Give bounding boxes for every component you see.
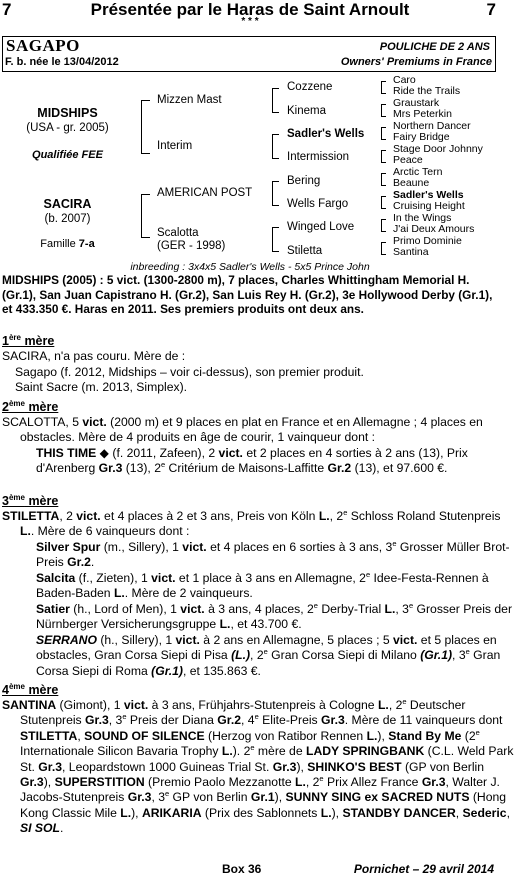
g3-intermission: Intermission: [287, 151, 349, 163]
second-dam-produce: THIS TIME ◆ (f. 2011, Zafeen), 2 vict. et 2 places en 4 sorties à 2 ans (13), Prix d'Arenberg Gr.3 (13), 2e Critérium de Maisons-Laffitte Gr.2 (13), et 97.600 €.: [36, 446, 468, 476]
page-title: Présentée par le Haras de Saint Arnoult: [90, 0, 410, 19]
second-dam-text: SCALOTTA, 5 vict. (2000 m) et 9 places en plat en France et en Allemagne ; 4 places en obstacles. Mère de 4 produits en âge de courir, 1 vainqueur dont :: [2, 415, 483, 445]
section-fourth-dam: 4ème mère: [2, 681, 59, 697]
box-number: Box 36: [222, 862, 262, 876]
dam-sire: AMERICAN POST: [157, 187, 253, 199]
g4-12: Cruising Height: [393, 200, 465, 212]
g4-7: Stage Door Johnny: [393, 143, 483, 155]
bracket-g3-6: [381, 196, 386, 209]
inbreeding-note: inbreeding : 3x4x5 Sadler's Wells - 5x5 Prince John: [130, 261, 370, 273]
dam-name: SACIRA: [43, 197, 92, 211]
fourth-dam-text: SANTINA (Gimont), 1 vict. à 3 ans, Frühjahrs-Stutenpreis à Cologne L., 2e Deutscher Stutenpreis Gr.3, 3e Preis der Diana Gr.2, 4e Elite-Preis Gr.3. Mère de 11 vainqueurs dont STILETTA, SOUND OF SILENCE (Herzog von Ratibor Rennen L.), Stand By Me (2e Internationale Silicon Bavaria Trophy L.). 2e mère de LADY SPRINGBANK (C.L. Weld Park St. Gr.3, Leopardstown 1000 Guineas Trial St. Gr.3), SHINKO'S BEST (GP von Berlin Gr.3), SUPERSTITION (Premio Paolo Mezzanotte L., 2e Prix Allez France Gr.3, Walter J. Jacobs-Stutenpreis Gr.3, 3e GP von Berlin Gr.1), SUNNY SING ex SACRED NUTS (Hong Kong Classic Mile L.), ARIKARIA (Prix des Sablonnets L.), STANDBY DANCER, Sederic, SI SOL.: [2, 696, 514, 836]
g4-1: Caro: [393, 74, 416, 86]
first-dam-line1: SACIRA, n'a pas couru. Mère de :: [2, 349, 186, 363]
bracket-sire: [141, 100, 150, 154]
dam-origin: (b. 2007): [44, 213, 91, 225]
g3-stiletta: Stiletta: [287, 245, 323, 257]
bracket-g2-1: [272, 88, 279, 113]
g4-4: Mrs Peterkin: [393, 108, 452, 120]
separator-stars: * * *: [241, 16, 259, 27]
g4-13: In the Wings: [393, 212, 452, 224]
bracket-g3-2: [381, 104, 386, 117]
lot-number-left: 7: [2, 0, 12, 19]
bracket-g2-4: [272, 227, 279, 252]
bracket-g3-1: [381, 81, 386, 94]
birth-info: F. b. née le 13/04/2012: [5, 56, 119, 68]
section-second-dam: 2ème mère: [2, 398, 59, 414]
g4-9: Arctic Tern: [393, 166, 443, 178]
g4-16: Santina: [393, 246, 429, 258]
premium-category: Owners' Premiums in France: [340, 56, 492, 68]
sire-sire: Mizzen Mast: [157, 94, 222, 106]
third-dam-text: STILETTA, 2 vict. et 4 places à 2 et 3 ans, Preis von Köln L., 2e Schloss Roland Stutenpreis L.. Mère de 6 vainqueurs dont :: [2, 507, 501, 539]
bracket-g3-8: [381, 242, 386, 255]
first-dam-produce-1: Sagapo (f. 2012, Midships – voir ci-dessus), son premier produit.: [15, 365, 364, 379]
horse-name: SAGAPO: [6, 36, 80, 55]
g4-8: Peace: [393, 154, 423, 166]
g4-11: Sadler's Wells: [393, 189, 464, 201]
bracket-g3-7: [381, 219, 386, 232]
sire-name: MIDSHIPS: [37, 106, 98, 120]
bracket-dam: [141, 194, 150, 238]
g4-10: Beaune: [393, 177, 430, 189]
sex-age: POULICHE DE 2 ANS: [379, 41, 490, 53]
dam-dam: Scalotta: [157, 227, 199, 239]
third-dam-produce-salcita: Salcita (f., Zieten), 1 vict. et 1 place à 3 ans en Allemagne, 2e Idee-Festa-Rennen à Baden-Baden L.. Mère de 2 vainqueurs.: [36, 569, 489, 601]
bracket-g3-5: [381, 173, 386, 186]
g4-3: Graustark: [393, 97, 440, 109]
third-dam-produce-serrano: SERRANO (h., Sillery), 1 vict. à 2 ans en Allemagne, 5 places ; 5 vict. et 5 places en obstacles, Gran Corsa Siepi di Pisa (L.), 2e Gran Corsa Siepi di Milano (Gr.1), 3e Gran Corsa Siepi di Roma (Gr.1), et 135.863 €.: [36, 633, 501, 678]
g3-kinema: Kinema: [287, 105, 326, 117]
sale-place-date: Pornichet – 29 avril 2014: [353, 862, 494, 876]
third-dam-produce-silver-spur: Silver Spur (m., Sillery), 1 vict. et 4 places en 6 sorties à 3 ans, 3e Grosser Müller Brot-Preis Gr.2.: [36, 538, 510, 570]
section-third-dam: 3ème mère: [2, 492, 59, 508]
dam-family: Famille 7-a: [40, 238, 95, 250]
bracket-g3-4: [381, 150, 386, 163]
sire-summary: MIDSHIPS (2005) : 5 vict. (1300-2800 m), 7 places, Charles Whittingham Memorial H. (Gr.1), San Juan Capistrano H. (Gr.2), San Luis Rey H. (Gr.2), 3e Hollywood Derby (Gr.1), et 433.350 €. Haras en 2011. Ses premiers produits ont deux ans.: [2, 273, 493, 316]
g4-5: Northern Dancer: [393, 120, 471, 132]
dam-dam-origin: (GER - 1998): [157, 240, 226, 252]
bracket-g2-3: [272, 181, 279, 206]
g3-winged-love: Winged Love: [287, 221, 355, 233]
lot-number-right: 7: [486, 0, 496, 19]
bracket-g2-2: [272, 134, 279, 159]
g4-14: J'ai Deux Amours: [393, 223, 475, 235]
third-dam-produce-satier: Satier (h., Lord of Men), 1 vict. à 3 ans, 4 places, 2e Derby-Trial L., 3e Grosser Preis der Nürnberger Versicherungsgruppe L., et 43.700 €.: [36, 600, 513, 632]
first-dam-produce-2: Saint Sacre (m. 2013, Simplex).: [15, 380, 188, 394]
g4-6: Fairy Bridge: [393, 131, 450, 143]
g4-2: Ride the Trails: [393, 85, 461, 97]
section-first-dam: 1ère mère: [2, 332, 55, 348]
g3-bering: Bering: [287, 175, 321, 187]
sire-qualification: Qualifiée FEE: [32, 149, 103, 161]
g3-wells-fargo: Wells Fargo: [287, 198, 349, 210]
sire-origin: (USA - gr. 2005): [26, 122, 109, 134]
sire-dam: Interim: [157, 140, 193, 152]
g3-cozzene: Cozzene: [287, 81, 333, 93]
g4-15: Primo Dominie: [393, 235, 462, 247]
bracket-g3-3: [381, 127, 386, 140]
g3-sadlers-wells: Sadler's Wells: [287, 128, 365, 140]
